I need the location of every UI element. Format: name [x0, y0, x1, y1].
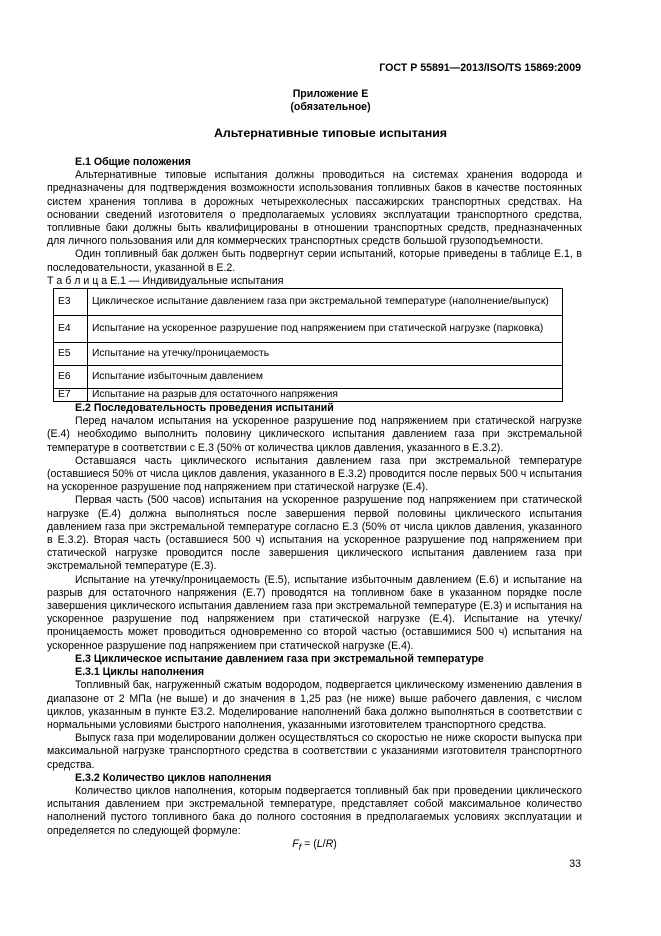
- table-row: [54, 389, 563, 402]
- document-header: ГОСТ Р 55891—2013/ISO/TS 15869:2009: [379, 62, 581, 74]
- table-cell-text: Испытание на ускоренное разрушение под напряжением при статической нагрузке (парковка): [88, 316, 563, 343]
- table-cell-code: Е7: [54, 389, 88, 402]
- page-number: 33: [569, 858, 581, 870]
- table-row: [54, 366, 563, 389]
- paragraph: Топливный бак, нагруженный сжатым водородом, подвергается циклическому изменению давления в диапазоне от 2 МПа (не выше) и до значения в 1,25 раз (не ниже) выше рабочего давления, с числом циклов, указанным в пункте Е3.2. Моделирование наполнений бака должно выполняться в соответствии с нормальными условиями быстрого наполнения, указанными изготовителем транспортного средства.: [47, 679, 582, 731]
- table-cell-text: Циклическое испытание давлением газа при экстремальной температуре (наполнение/выпуск): [88, 289, 563, 316]
- formula: [47, 838, 582, 854]
- subsection-heading: Е.3.1 Циклы наполнения: [75, 666, 205, 679]
- section-heading: Е.2 Последовательность проведения испытаний: [75, 402, 334, 415]
- formula-subscript: f: [298, 841, 302, 852]
- formula-lhs: F: [292, 837, 299, 850]
- formula-close: ): [333, 837, 337, 850]
- section-heading: Е.1 Общие положения: [75, 156, 191, 168]
- subsection-heading: Е.3.2 Количество циклов наполнения: [75, 771, 272, 784]
- paragraph: Первая часть (500 часов) испытания на ускоренное разрушение под напряжением при статической нагрузке (Е.4) должна выполняться после завершения первой половины циклического испытания давлением газа при экстремальной температуре согласно Е.3 (50% от числа циклов давления, указанного в Е.3.2). Вторая часть (оставшиеся 500 ч) испытания на ускоренное разрушение под напряжением при статической нагрузке проводится после завершения циклического испытания давлением газа при экстремальной температуре (Е.3).: [47, 494, 582, 573]
- table-caption: Т а б л и ц а Е.1 — Индивидуальные испытания: [47, 274, 284, 287]
- formula-eq: = (: [301, 837, 317, 850]
- table-cell-code: Е6: [54, 366, 88, 389]
- formula-l: L: [316, 837, 323, 850]
- table-row: [54, 316, 563, 343]
- formula-r: R: [325, 837, 334, 850]
- annex-title: Приложение Е: [292, 88, 369, 100]
- table-cell-text: Испытание избыточным давлением: [88, 366, 563, 389]
- section-heading: Е.3 Циклическое испытание давлением газа при экстремальной температуре: [75, 652, 484, 665]
- page-title: Альтернативные типовые испытания: [213, 126, 448, 140]
- table-row: [54, 289, 563, 316]
- table-cell-code: Е4: [54, 316, 88, 343]
- paragraph: Перед началом испытания на ускоренное разрушение под напряжением при статической нагрузке (Е.4) необходимо выполнить половину циклического испытания давлением газа при экстремальной температуре в соответствии с Е.3 (50% от количества циклов давления, указанного в Е.3.2).: [47, 415, 582, 454]
- document-body: [47, 156, 582, 854]
- table-cell-text: Испытание на разрыв для остаточного напряжения: [88, 389, 563, 402]
- annex-status: (обязательное): [290, 101, 371, 113]
- paragraph: Оставшаяся часть циклического испытания давлением газа при экстремальной температуре (оставшиеся 50% от числа циклов давления, указанного в Е.3.2) проводится после первых 500 ч испытания на ускоренное разрушение под напряжением при статической нагрузке (Е.4).: [47, 454, 582, 494]
- table-row: [54, 343, 563, 366]
- paragraph: Выпуск газа при моделировании должен осуществляться со скоростью не ниже скорости выпуска при максимальной нагрузке транспортного средства в соответствии с указаниями изготовителя транспортного средства.: [47, 732, 582, 771]
- table-cell-text: Испытание на утечку/проницаемость: [88, 343, 563, 366]
- table-cell-code: Е3: [54, 289, 88, 316]
- formula-slash: /: [322, 837, 326, 850]
- table-cell-code: Е5: [54, 343, 88, 366]
- paragraph: Один топливный бак должен быть подвергнут серии испытаний, которые приведены в таблице Е.1, в последовательности, указанной в Е.2.: [47, 248, 582, 274]
- paragraph: Альтернативные типовые испытания должны проводиться на системах хранения водорода и предназначены для подтверждения возможности использования топливных баков в качестве постоянных систем хранения топлива в дорожных четырехколесных пассажирских транспортных средствах. На основании сведений изготовителя о предполагаемых условиях эксплуатации транспортного средства, топливные баки должны быть квалифицированы в отношении транспортных средств, предназначенных для личного пользования или для коммерческих транспортных средств большой грузоподъемности.: [47, 169, 582, 248]
- paragraph: Количество циклов наполнения, которым подвергается топливный бак при проведении циклического испытания давлением при экстремальной температуре, представляет собой максимальное количество наполнений пустого топливного бака до полного состояния в предполагаемых условиях эксплуатации и определяется по следующей формуле:: [47, 784, 582, 837]
- paragraph: Испытание на утечку/проницаемость (Е.5), испытание избыточным давлением (Е.6) и испытание на разрыв для остаточного напряжения (Е.7) проводятся на топливном баке в указанном порядке после завершения циклического испытания давлением газа при экстремальной температуре (Е.3) и испытания на ускоренное разрушение под напряжением при статической нагрузке (Е.4). Испытание на утечку/проницаемость может проводиться одновременно со второй частью (оставшимися 500 ч) испытания на ускоренное разрушение под напряжением при статической нагрузке (Е.4).: [47, 573, 582, 652]
- tests-table: [53, 288, 563, 402]
